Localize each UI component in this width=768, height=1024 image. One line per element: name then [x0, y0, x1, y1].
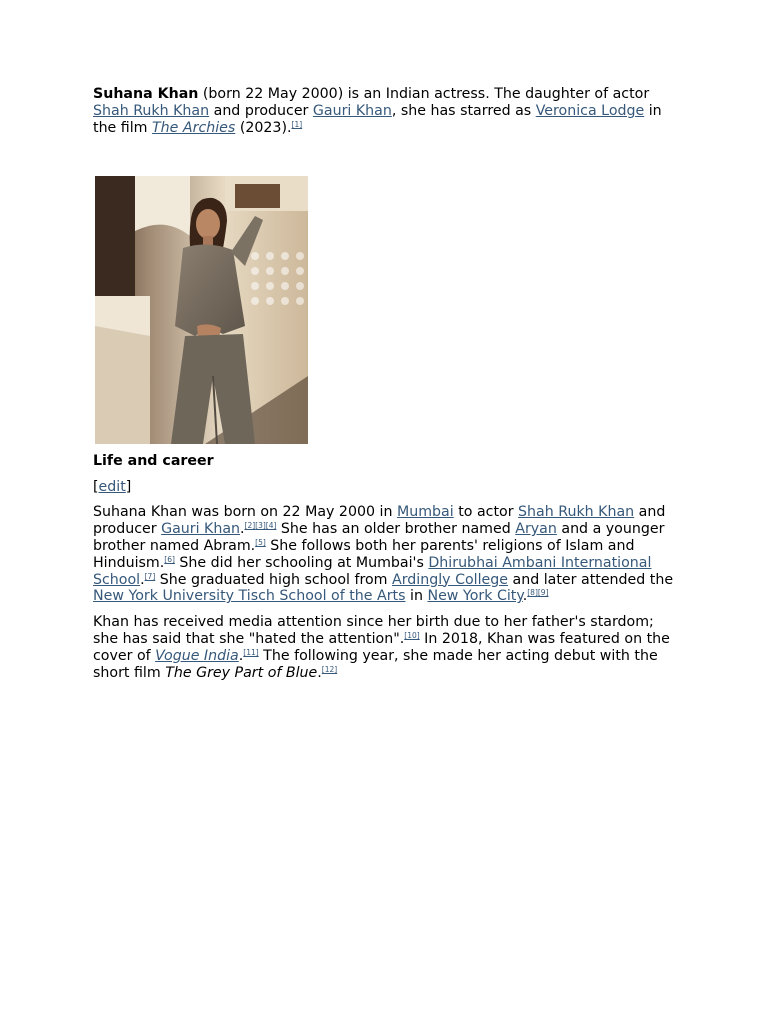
link-dhirubhai-ambani-school[interactable]: Dhirubhai Ambani International School	[93, 554, 652, 588]
link-mumbai[interactable]: Mumbai	[397, 504, 454, 521]
link-veronica-lodge[interactable]: Veronica Lodge	[535, 102, 645, 119]
film-title: The Grey Part of Blue	[165, 664, 318, 681]
bracket-close: ]	[125, 479, 132, 496]
body-text: Suhana Khan was born on 22 May 2000 in	[93, 504, 397, 521]
citation-12[interactable]: [12]	[321, 664, 338, 674]
citation-6[interactable]: [6]	[164, 554, 175, 564]
body-text: Khan has received media attention since her birth due to her father's stardom; she has said that she "hated the attention".	[93, 614, 654, 647]
body-text: She did her schooling at Mumbai's	[174, 554, 429, 571]
citation-5[interactable]: [5]	[255, 537, 266, 547]
citation-7[interactable]: [7]	[144, 571, 156, 581]
body-text: and later attended the	[508, 571, 674, 588]
body-text: to actor	[453, 504, 519, 521]
edit-link[interactable]: edit	[98, 479, 126, 496]
body-text: She graduated high school from	[155, 571, 392, 588]
career-paragraph-2	[93, 614, 678, 681]
link-ardingly-college[interactable]: Ardingly College	[392, 571, 509, 588]
body-text: She follows both her parents' religions of Islam and Hinduism.	[93, 537, 635, 571]
bracket-open: [	[93, 479, 99, 496]
link-vogue-india[interactable]: Vogue India	[155, 647, 239, 664]
article-content	[93, 86, 678, 681]
section-heading: Life and career	[93, 453, 214, 470]
citation-2[interactable]: [2]	[244, 521, 256, 531]
citation-4[interactable]: [4]	[265, 521, 277, 531]
link-gauri-khan[interactable]: Gauri Khan	[312, 102, 392, 119]
intro-text: , she has starred as	[391, 102, 536, 119]
intro-text: (2023).	[235, 119, 292, 136]
body-text: .	[240, 521, 245, 538]
body-text: in	[405, 588, 428, 605]
citation-10[interactable]: [10]	[404, 630, 420, 640]
body-text: .	[238, 647, 244, 664]
body-text: .	[140, 571, 145, 588]
edit-section-link	[93, 477, 678, 497]
link-new-york-city[interactable]: New York City	[427, 588, 523, 605]
link-aryan[interactable]: Aryan	[515, 521, 557, 538]
link-shah-rukh-khan[interactable]: Shah Rukh Khan	[93, 102, 210, 119]
portrait-photo[interactable]	[95, 176, 308, 444]
citation-1[interactable]: [1]	[291, 119, 303, 129]
subject-name: Suhana Khan	[93, 86, 199, 102]
intro-text: (born 22 May 2000) is an Indian actress. The daughter of actor	[198, 86, 650, 102]
intro-text: and producer	[209, 102, 313, 119]
link-gauri-khan[interactable]: Gauri Khan	[161, 521, 241, 538]
link-shah-rukh-khan[interactable]: Shah Rukh Khan	[518, 504, 635, 521]
intro-text: in the film	[93, 102, 662, 136]
body-text: .	[522, 588, 528, 605]
career-paragraph-1	[93, 504, 678, 605]
body-text: She has an older brother named	[276, 521, 516, 538]
intro-paragraph	[93, 86, 678, 136]
link-the-archies[interactable]: The Archies	[152, 119, 236, 136]
link-nyu-tisch[interactable]: New York University Tisch School of the Arts	[93, 588, 406, 605]
body-text: and producer	[93, 504, 666, 538]
citation-9[interactable]: [9]	[537, 588, 549, 598]
citation-11[interactable]: [11]	[243, 647, 259, 657]
body-text: and a younger brother named Abram.	[93, 521, 665, 554]
portrait-photo-icon	[95, 176, 308, 444]
citation-3[interactable]: [3]	[255, 521, 266, 531]
body-text: The following year, she made her acting debut with the short film	[93, 647, 658, 681]
body-text: In 2018, Khan was featured on the cover of	[93, 630, 670, 664]
citation-8[interactable]: [8]	[527, 588, 538, 598]
body-text: .	[317, 664, 322, 681]
